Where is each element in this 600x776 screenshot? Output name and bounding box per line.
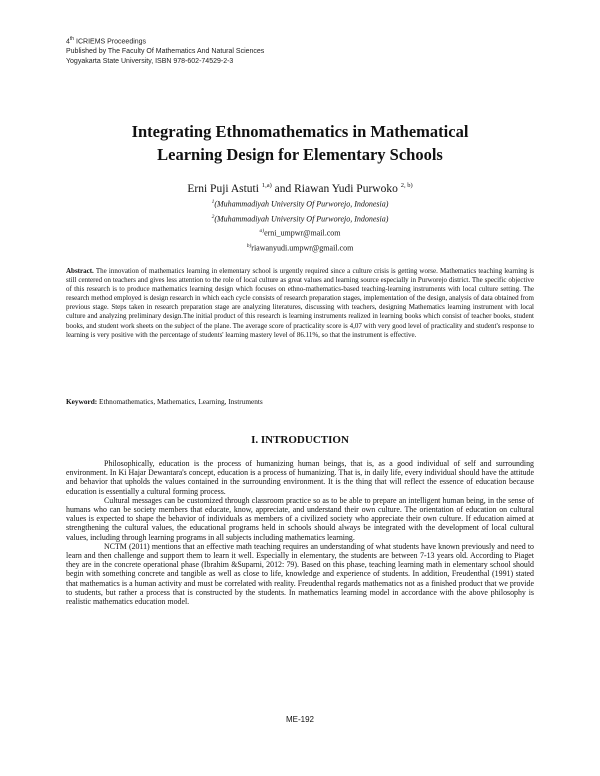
author-1-marker: 1,a) <box>261 182 272 189</box>
page-number: ME-192 <box>285 715 314 724</box>
author-1: Erni Puji Astuti <box>187 182 259 195</box>
affiliation-1: $^1$(Muhammadiyah University Of Purworejo, Indonesia) <box>211 199 389 209</box>
body-text <box>66 459 534 606</box>
keywords-text: Ethnomathematics, Mathematics, Learning, Instruments <box>97 397 263 406</box>
author-list <box>60 179 540 196</box>
abstract-text: The innovation of mathematics learning in elementary school is urgently required since a culture crisis is getting worse. Mathematics teaching learning is still centered on teachers and gives less attention to the role of local culture as great values and learning source especially in Purworejo district. The specific objective of this research is to produce mathematics learning design which focuses on ethno-mathematics-based teaching-learning instruments with local culture setting. The research method employed is design research in which each cycle consists of research preparation stages, implementation of the design, analysis of data obtained from previous stage. Steps taken in research preparation stage are analyzing literatures, discussing with teachers, designing Mathematics learning instrument with local culture and analyzing preliminary design.The initial product of this research is learning instruments realized in learning books which consist of teacher books, student books, and student work sheets on the subject of the plane. The average score of practicality score is 4,07 with very good level of practicality and student's response to learning is very positive with the percentage of students' learning mastery level of 86.11%, so that the instrument is effective. <box>66 267 535 339</box>
email-1: $^{a)}$erni_umpwr@mail.com <box>259 228 341 238</box>
proceedings-header <box>66 34 264 67</box>
paper-title <box>60 120 540 166</box>
keywords <box>66 397 534 407</box>
header-line-2: Published by The Faculty Of Mathematics And Natural Sciences <box>66 48 265 56</box>
author-2: and Riawan Yudi Purwoko <box>271 182 398 195</box>
paragraph: NCTM (2011) mentions that an effective math teaching requires an understanding of what students have known previously and need to learn and then challenge and support them to learn it well. Especially in elementary, the students are between 7-13 years old. According to Piaget they are in the concrete operational phase (Ibrahim &Suparni, 2012: 79). Based on this phase, teaching learning math in elementary school should begin with something concrete and tangible as well as close to life, knowledge and experience of students. In addition, Freudenthal (1991) stated that mathematics is a human activity and must be correlated with reality. Freudenthal regards mathematics not as a finished product that we provide to students, but rather a process that is constructed by the students. In mathematics learning model in accordance with the above philosophy is realistic mathematics education model. <box>66 541 534 607</box>
title-line-1: Integrating Ethnomathematics in Mathematical <box>131 122 469 141</box>
header-line-3: Yogyakarta State University, ISBN 978-602-74529-2-3 <box>66 58 234 66</box>
abstract-label: Abstract. <box>66 267 94 275</box>
affiliation-2: $^2$(Muhammadiyah University Of Purworejo, Indonesia) <box>211 213 389 224</box>
header-line-1: 4th ICRIEMS Proceedings <box>66 36 147 46</box>
abstract <box>66 267 534 340</box>
paragraph: Cultural messages can be customized through classroom practice so as to be able to prepare an intelligent human being, in the sense of humans who can be society members that educate, know, appreciate, and understand their own culture. The orientation of education on cultural values is expected to shape the behavior of individuals as members of a civilized society who appreciate their own culture. If education aimed at strengthening the cultural values, the educational programs held in schools should always be integrated with the development of local cultural values, including through learning programs in all subjects including mathematics learning. <box>66 495 534 542</box>
paragraph: Philosophically, education is the process of humanizing human beings, that is, as a good individual of self and surrounding environment. In Ki Hajar Dewantara's concept, education is a process of humanizing. That is, in daily life, every individual should have the attitude and behavior that upholds the values contained in the surrounding environment. It is the thing that will reflect the essence of education because education is essentially a cultural forming process. <box>66 459 534 496</box>
title-line-2: Learning Design for Elementary Schools <box>157 145 443 164</box>
keywords-label: Keyword: <box>66 397 98 406</box>
author-2-marker: 2, b) <box>400 182 413 189</box>
email-2: $^{b)}$riawanyudi.umpwr@gmail.com <box>246 242 354 253</box>
affiliations <box>60 196 540 255</box>
section-heading: I. INTRODUCTION <box>251 434 349 446</box>
